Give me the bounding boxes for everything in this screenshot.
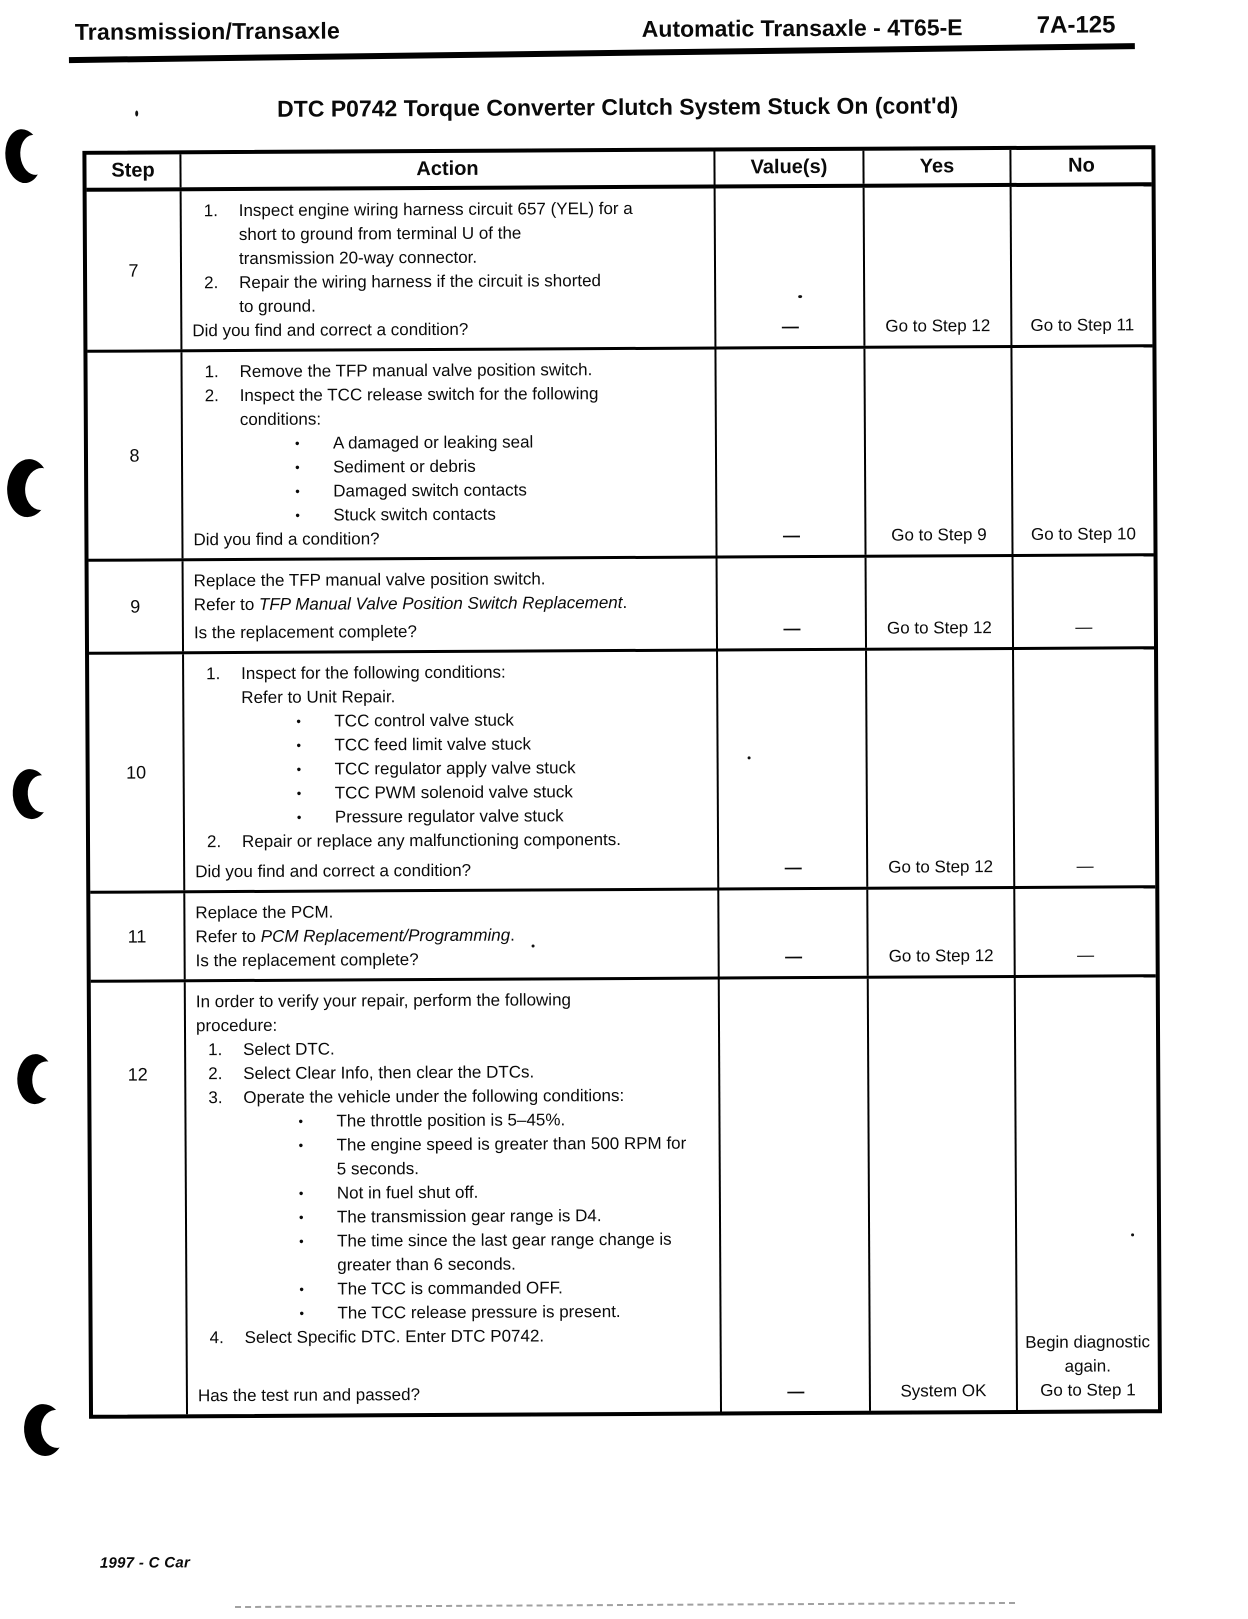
action-text: TCC PWM solenoid valve stuck <box>334 782 573 803</box>
bullet-icon: • <box>298 1185 304 1201</box>
action-text: Refer to Unit Repair. <box>241 687 396 708</box>
action-line <box>192 358 706 385</box>
no-cell <box>1012 347 1153 554</box>
action-cell <box>184 559 718 652</box>
action-text: Stuck switch contacts <box>333 504 496 525</box>
action-line <box>194 708 708 735</box>
question-line: Did you find a condition? <box>193 529 380 550</box>
action-line <box>197 1180 711 1207</box>
action-text-segment: Refer to <box>195 926 261 947</box>
scan-speck <box>748 756 751 759</box>
action-line <box>195 899 709 926</box>
footer-model-year: 1997 - C Car <box>99 1554 191 1572</box>
action-line <box>195 923 709 950</box>
action-text: The transmission gear range is D4. <box>336 1206 602 1227</box>
yes-cell: System OK <box>869 978 1018 1411</box>
no-cell-line: Go to Step 11 <box>1030 315 1135 335</box>
question-line: Is the replacement complete? <box>195 950 419 971</box>
action-line <box>196 1060 710 1087</box>
action-text: Inspect the TCC release switch for the following conditions: <box>239 384 599 430</box>
action-line <box>197 1276 711 1303</box>
no-cell-line: Go to Step 10 <box>1030 524 1136 544</box>
bullet-icon: • <box>296 761 302 777</box>
column-header-no: No <box>1068 154 1095 177</box>
scan-speck <box>1131 1233 1134 1236</box>
binding-mark-icon <box>5 458 51 519</box>
no-cell <box>1014 649 1155 886</box>
action-text-segment: Refer to <box>193 594 260 615</box>
header-section-title: Transmission/Transaxle <box>74 17 341 45</box>
diagnostic-table-rows <box>87 186 1158 1415</box>
action-cell <box>185 891 719 980</box>
action-line <box>193 478 707 505</box>
action-text: TCC feed limit valve stuck <box>334 734 532 755</box>
action-text: Inspect for the following conditions: <box>241 662 506 684</box>
value-cell: — <box>718 558 867 649</box>
table-row <box>89 556 1154 655</box>
action-line <box>198 1324 712 1351</box>
action-text-segment: TFP Manual Valve Position Switch Replacement <box>258 593 623 614</box>
step-cell <box>87 191 183 349</box>
list-number: 1. <box>204 362 219 382</box>
action-line <box>194 732 708 759</box>
scan-speck <box>798 295 802 298</box>
no-cell-line: — <box>1075 617 1093 637</box>
action-line <box>195 828 709 855</box>
action-text: Damaged switch contacts <box>333 480 527 501</box>
action-line <box>195 756 709 783</box>
table-row <box>90 888 1155 983</box>
bullet-icon: • <box>296 809 302 825</box>
bullet-icon: • <box>298 1209 304 1225</box>
list-number: 4. <box>209 1328 224 1348</box>
bullet-icon: • <box>294 435 300 451</box>
action-line <box>194 591 708 618</box>
action-cell <box>186 980 722 1415</box>
action-line <box>197 1204 711 1231</box>
list-number: 1. <box>203 201 218 221</box>
list-number: 2. <box>204 386 219 406</box>
action-line <box>193 454 707 481</box>
yes-cell: Go to Step 12 <box>867 650 1015 887</box>
action-text: The TCC is commanded OFF. <box>337 1278 563 1299</box>
action-text: The engine speed is greater than 500 RPM for 5 seconds. <box>336 1133 687 1179</box>
no-cell <box>1016 977 1158 1410</box>
action-cell <box>184 652 719 891</box>
list-number: 1. <box>208 1040 223 1060</box>
bullet-icon: • <box>296 713 301 729</box>
binding-mark-icon <box>22 1402 67 1457</box>
bullet-icon: • <box>295 459 300 475</box>
column-header-yes: Yes <box>864 150 1011 184</box>
no-cell <box>1015 888 1155 975</box>
action-text: Repair the wiring harness if the circuit is shorted to ground. <box>239 271 602 317</box>
table-row <box>89 649 1155 894</box>
action-text: TCC control valve stuck <box>334 710 514 731</box>
bullet-icon: • <box>295 483 300 499</box>
value-cell: — <box>720 979 871 1412</box>
column-header-step: Step <box>86 154 181 187</box>
action-line <box>196 988 710 1039</box>
bullet-icon: • <box>299 1281 304 1297</box>
step-number: 11 <box>127 926 147 947</box>
table-header-row <box>86 149 1151 192</box>
table-row <box>91 977 1158 1415</box>
step-number: 8 <box>129 445 140 466</box>
yes-cell: Go to Step 12 <box>868 889 1015 976</box>
action-text: Inspect engine wiring harness circuit 657 (YEL) for a short to ground from terminal U of the transmission 20-way connector. <box>238 198 633 269</box>
action-text: The TCC release pressure is present. <box>337 1302 621 1323</box>
question-line: Has the test run and passed? <box>197 1385 421 1406</box>
step-cell <box>89 561 184 651</box>
value-cell: — <box>716 188 866 347</box>
action-line <box>193 382 707 433</box>
table-row <box>87 186 1153 353</box>
action-line <box>193 502 707 529</box>
header-rule <box>69 43 1135 63</box>
action-text: Select DTC. <box>243 1039 335 1059</box>
column-header-values: Value(s) <box>715 151 864 185</box>
bullet-icon: • <box>299 1305 305 1321</box>
bullet-icon: • <box>296 785 302 801</box>
action-cell <box>182 189 717 350</box>
table-row <box>87 347 1153 562</box>
action-text <box>194 591 708 618</box>
step-cell <box>89 654 185 890</box>
action-text: Remove the TFP manual valve position switch. <box>239 360 593 382</box>
action-text: Not in fuel shut off. <box>336 1182 479 1203</box>
list-number: 2. <box>208 1064 223 1084</box>
action-text: Select Specific DTC. Enter DTC P0742. <box>244 1326 545 1347</box>
yes-cell: Go to Step 9 <box>865 348 1013 555</box>
action-text-segment: . <box>510 925 515 945</box>
action-line <box>197 1132 711 1183</box>
header-subsection-title: Automatic Transaxle - 4T65-E <box>641 14 963 42</box>
step-number: 7 <box>128 260 139 281</box>
question-line: Did you find and correct a condition? <box>195 860 472 882</box>
list-number: 3. <box>208 1088 223 1108</box>
bullet-icon: • <box>298 1113 304 1129</box>
action-text: Pressure regulator valve stuck <box>334 806 564 827</box>
action-line <box>196 1108 710 1135</box>
action-text: Replace the PCM. <box>195 902 334 923</box>
action-line <box>196 1036 710 1063</box>
bullet-icon: • <box>296 737 302 753</box>
question-line: Did you find and correct a condition? <box>192 319 469 341</box>
no-cell-line: — <box>1077 945 1095 965</box>
action-line <box>195 804 709 831</box>
no-cell <box>1014 556 1154 647</box>
binding-mark-icon <box>17 1054 54 1105</box>
bullet-icon: • <box>299 1233 304 1249</box>
action-text: The throttle position is 5–45%. <box>336 1110 566 1131</box>
action-text: Replace the TFP manual valve position switch. <box>193 569 546 591</box>
action-text: A damaged or leaking seal <box>332 432 534 453</box>
action-line <box>194 660 708 687</box>
action-line <box>194 684 708 711</box>
bullet-icon: • <box>298 1137 304 1153</box>
action-text: TCC regulator apply valve stuck <box>334 758 576 779</box>
scan-speck <box>532 944 535 947</box>
page-number: 7A-125 <box>1036 11 1116 39</box>
action-text <box>195 923 709 950</box>
step-cell <box>87 352 183 558</box>
step-number: 9 <box>130 596 141 617</box>
scan-edge-noise <box>235 1602 1015 1608</box>
yes-cell: Go to Step 12 <box>867 557 1014 648</box>
action-text: In order to verify your repair, perform the following procedure: <box>195 990 572 1036</box>
action-text-segment: . <box>622 592 628 613</box>
action-line <box>195 780 709 807</box>
bullet-icon: • <box>295 507 300 523</box>
action-text: Operate the vehicle under the following conditions: <box>243 1086 625 1107</box>
action-line <box>197 1300 711 1327</box>
binding-mark-icon <box>11 768 51 821</box>
action-line <box>192 269 706 320</box>
list-number: 1. <box>206 664 221 684</box>
action-line <box>194 567 708 594</box>
scan-speck <box>135 111 138 117</box>
action-text: Sediment or debris <box>333 456 476 477</box>
value-cell: — <box>718 651 868 888</box>
step-number: 10 <box>126 762 147 783</box>
yes-cell: Go to Step 12 <box>865 187 1013 346</box>
value-cell: — <box>716 349 866 556</box>
list-number: 2. <box>206 832 222 852</box>
diagnostic-table <box>82 145 1162 1419</box>
action-text: Repair or replace any malfunctioning components. <box>241 830 621 852</box>
action-text: Select Clear Info, then clear the DTCs. <box>243 1062 535 1083</box>
binding-mark-icon <box>3 127 45 185</box>
action-cell <box>182 350 717 559</box>
no-cell-line: Begin diagnostic again. <box>1025 1332 1151 1376</box>
step-cell <box>91 982 188 1414</box>
action-line <box>192 197 706 272</box>
no-cell <box>1012 186 1153 345</box>
action-line <box>196 1084 710 1111</box>
action-text-segment: PCM Replacement/Programming <box>260 925 511 946</box>
action-line <box>193 430 707 457</box>
page-title: DTC P0742 Torque Converter Clutch System Stuck On (cont'd) <box>277 92 959 122</box>
step-number: 12 <box>127 1064 148 1085</box>
question-line: Is the replacement complete? <box>193 622 417 643</box>
no-cell-line: Go to Step 1 <box>1040 1380 1136 1400</box>
action-text: The time since the last gear range change is greater than 6 seconds. <box>337 1229 672 1275</box>
step-cell <box>90 893 185 979</box>
column-header-action: Action <box>181 152 715 188</box>
no-cell-line: — <box>1076 856 1094 876</box>
value-cell: — <box>719 890 868 977</box>
list-number: 2. <box>204 273 219 293</box>
action-line <box>197 1228 711 1279</box>
